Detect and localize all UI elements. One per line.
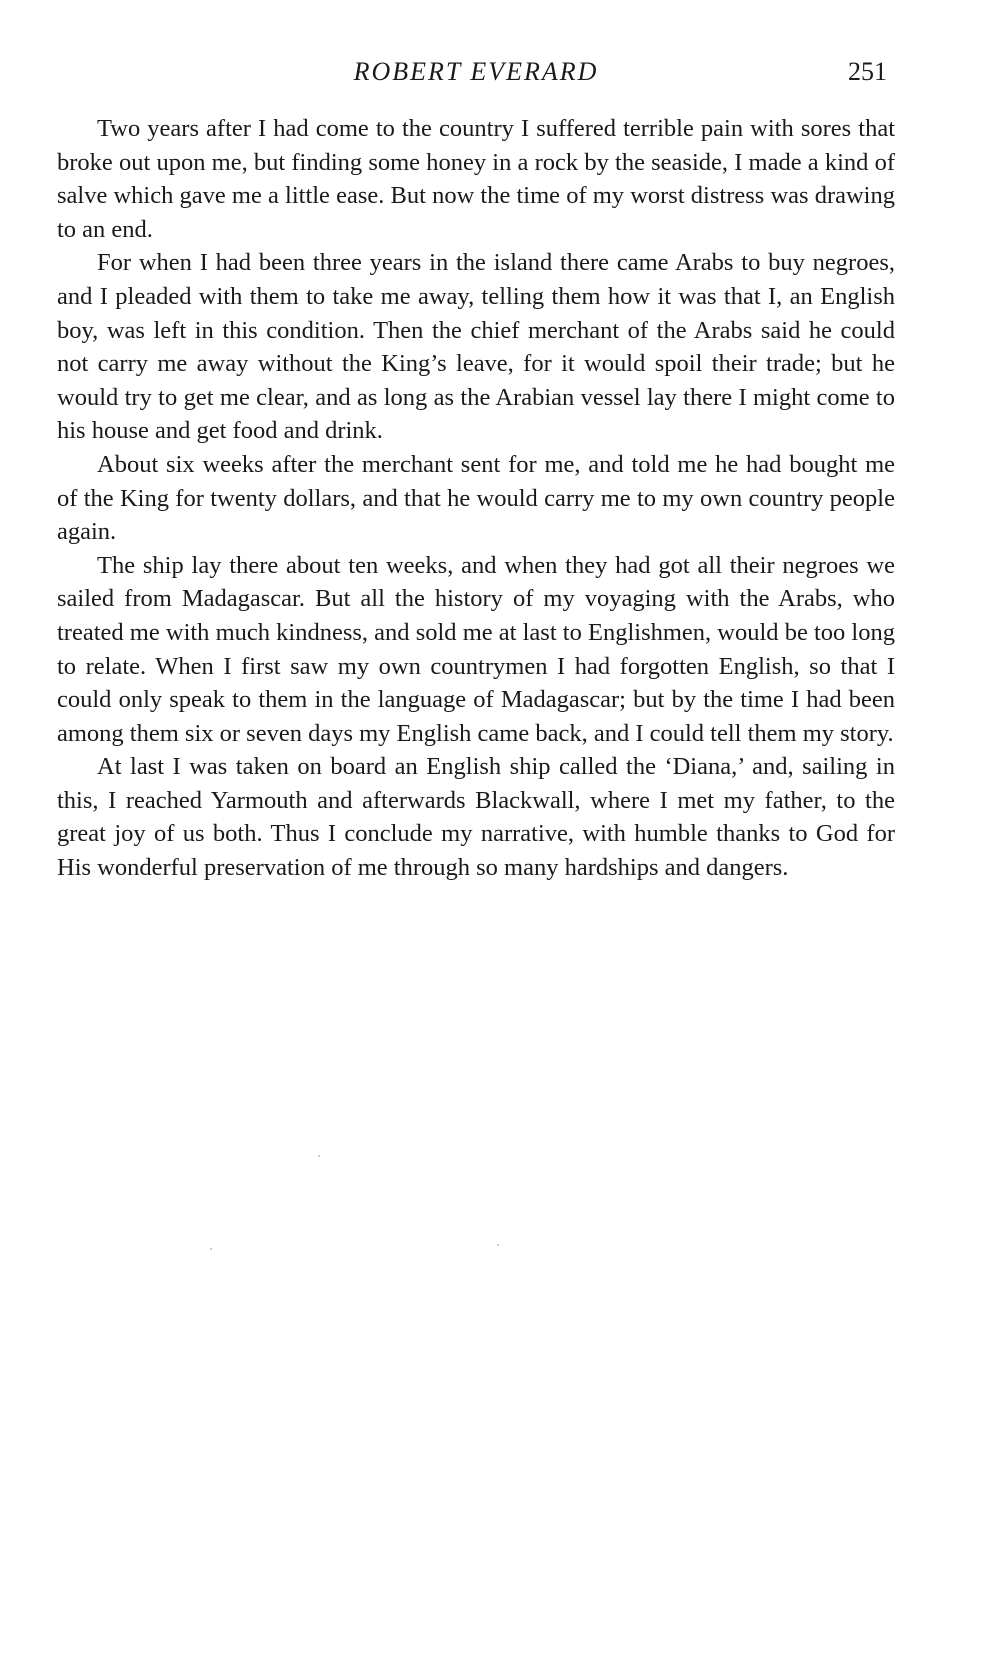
- body-text: [57, 112, 895, 885]
- paragraph: Two years after I had come to the country I suffered terrible pain with sores that broke out upon me, but finding some honey in a rock by the seaside, I made a kind of salve which gave me a little ease. But now the time of my worst distress was drawing to an end.: [57, 115, 895, 243]
- paragraph: For when I had been three years in the island there came Arabs to buy negroes, and I pleaded with them to take me away, telling them how it was that I, an English boy, was left in this condition. Then the chief merchant of the Arabs said he could not carry me away without the King’s leave, for it would spoil their trade; but he would try to get me clear, and as long as the Arabian vessel lay there I might come to his house and get food and drink.: [57, 249, 895, 445]
- running-head: [57, 52, 895, 92]
- paragraph: The ship lay there about ten weeks, and when they had got all their negroes we sailed from Madagascar. But all the history of my voyaging with the Arabs, who treated me with much kindness, and sold me at last to Englishmen, would be too long to relate. When I first saw my own countrymen I had forgotten English, so that I could only speak to them in the language of Madagascar; but by the time I had been among them six or seven days my English came back, and I could tell them my story.: [57, 551, 895, 747]
- book-page: [57, 52, 895, 885]
- paper-speck: [497, 1244, 499, 1246]
- paragraph: At last I was taken on board an English ship called the ‘Diana,’ and, sailing in this, I reached Yarmouth and afterwards Blackwall, where I met my father, to the great joy of us both. Thus I conclude my narrative, with humble thanks to God for His wonderful preservation of me through so many hardships and dangers.: [57, 753, 895, 882]
- paragraph: About six weeks after the merchant sent for me, and told me he had bought me of the King for twenty dollars, and that he would carry me to my own country people again.: [57, 450, 895, 546]
- page-number: 251: [848, 57, 887, 86]
- running-title: ROBERT EVERARD: [353, 57, 599, 86]
- paper-speck: [210, 1248, 212, 1250]
- paper-speck: [318, 1155, 320, 1157]
